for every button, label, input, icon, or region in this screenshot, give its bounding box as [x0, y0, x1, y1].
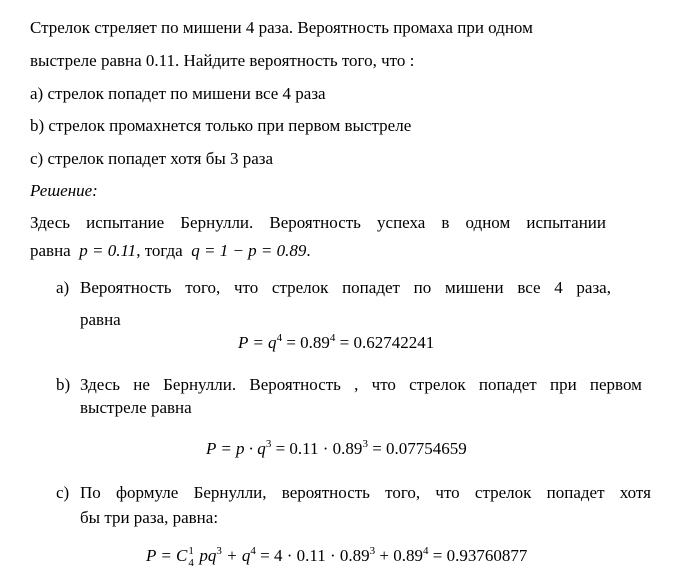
binomial-n: 4	[188, 557, 194, 569]
part-a-word: стрелок	[271, 278, 329, 297]
part-a-word: что	[233, 278, 259, 297]
formula-mid: = 4 · 0.11 · 0.89	[255, 546, 370, 565]
part-a-word: 4	[554, 278, 563, 297]
solution-heading: Решение:	[30, 181, 98, 200]
intro-word: успеха	[377, 213, 426, 232]
part-a-word: попадет	[342, 278, 400, 297]
formula-exp: 3	[265, 438, 272, 450]
formula-pq: pq	[199, 546, 217, 565]
part-c-line-2: бы три раза, равна:	[80, 508, 219, 527]
formula-exp: 4	[423, 545, 429, 557]
formula-exp: 4	[276, 332, 283, 344]
intro-word: одном	[465, 213, 511, 232]
part-a-line-2: равна	[80, 310, 121, 329]
intro-prefix: равна	[30, 241, 71, 260]
formula-lhs: P = C	[146, 546, 188, 565]
part-c-word: попадет	[546, 483, 605, 502]
part-b-word: что	[371, 375, 396, 394]
part-b-word: стрелок	[409, 375, 466, 394]
binomial-indices	[187, 545, 199, 569]
problem-item-b: b) стрелок промахнется только при первом выстреле	[30, 116, 412, 135]
problem-line-1: Стрелок стреляет по мишени 4 раза. Вероятность промаха при одном	[30, 18, 533, 37]
formula-result: = 0.07754659	[367, 439, 467, 458]
binomial-k: 1	[188, 545, 194, 557]
p-formula: p = 0.11	[79, 241, 137, 260]
intro-word: испытании	[526, 213, 606, 232]
formula-mid: = 0.89	[282, 333, 330, 352]
part-b-word: Здесь	[80, 375, 121, 394]
formula-result: = 0.93760877	[428, 546, 528, 565]
part-b-marker: b)	[56, 375, 71, 394]
part-b-line-1	[80, 375, 642, 395]
formula-mid: = 0.11 · 0.89	[271, 439, 363, 458]
problem-line-2: выстреле равна 0.11. Найдите вероятность того, что :	[30, 51, 415, 70]
intro-word: Здесь	[30, 213, 71, 232]
problem-item-c: c) стрелок попадет хотя бы 3 раза	[30, 149, 274, 168]
intro-word: Бернулли.	[180, 213, 254, 232]
intro-word: Вероятность	[269, 213, 361, 232]
part-b-word: первом	[589, 375, 642, 394]
part-c-formula	[146, 545, 528, 569]
part-a-word: раза,	[576, 278, 611, 297]
formula-exp: 3	[362, 438, 368, 450]
intro-then: , тогда	[136, 241, 183, 260]
part-c-word: вероятность	[281, 483, 370, 502]
part-a-formula	[238, 333, 434, 353]
intro-word: испытание	[86, 213, 165, 232]
part-a-line-1	[80, 278, 611, 298]
formula-exp: 4	[329, 332, 336, 344]
part-b-word: ,	[354, 375, 359, 394]
formula-lhs: P = q	[238, 333, 277, 352]
intro-word: в	[441, 213, 450, 232]
part-a-word: того,	[185, 278, 221, 297]
part-c-word: того,	[385, 483, 421, 502]
part-a-marker: a)	[56, 278, 70, 297]
solution-intro-line-2: равна p = 0.11, тогда q = 1 − p = 0.89.	[30, 241, 311, 260]
formula-exp: 3	[369, 545, 376, 557]
solution-intro-line-1	[30, 213, 606, 233]
part-b-formula	[206, 439, 467, 459]
part-c-marker: c)	[56, 483, 70, 502]
part-a-word: мишени	[444, 278, 504, 297]
part-c-line-1	[80, 483, 651, 503]
part-c-word: По	[80, 483, 101, 502]
formula-result: = 0.62742241	[335, 333, 435, 352]
q-formula: q = 1 − p = 0.89	[191, 241, 307, 260]
part-b-word: попадет	[478, 375, 537, 394]
part-a-word: все	[517, 278, 541, 297]
part-b-word: при	[549, 375, 577, 394]
part-a-word: Вероятность	[80, 278, 172, 297]
part-a-word: по	[413, 278, 432, 297]
formula-exp: 4	[250, 545, 256, 557]
part-c-word: хотя	[619, 483, 651, 502]
part-b-word: Вероятность	[249, 375, 341, 394]
formula-plus: + 0.89	[375, 546, 423, 565]
formula-plus-q: + q	[221, 546, 251, 565]
part-c-word: что	[435, 483, 460, 502]
formula-exp: 3	[216, 545, 222, 557]
part-b-word: не	[133, 375, 150, 394]
part-b-line-2: выстреле равна	[80, 398, 192, 417]
part-b-word: Бернулли.	[163, 375, 237, 394]
problem-item-a: a) стрелок попадет по мишени все 4 раза	[30, 84, 326, 103]
part-c-word: Бернулли,	[193, 483, 267, 502]
part-c-word: стрелок	[474, 483, 532, 502]
part-c-word: формуле	[116, 483, 179, 502]
formula-lhs: P = p · q	[206, 439, 266, 458]
